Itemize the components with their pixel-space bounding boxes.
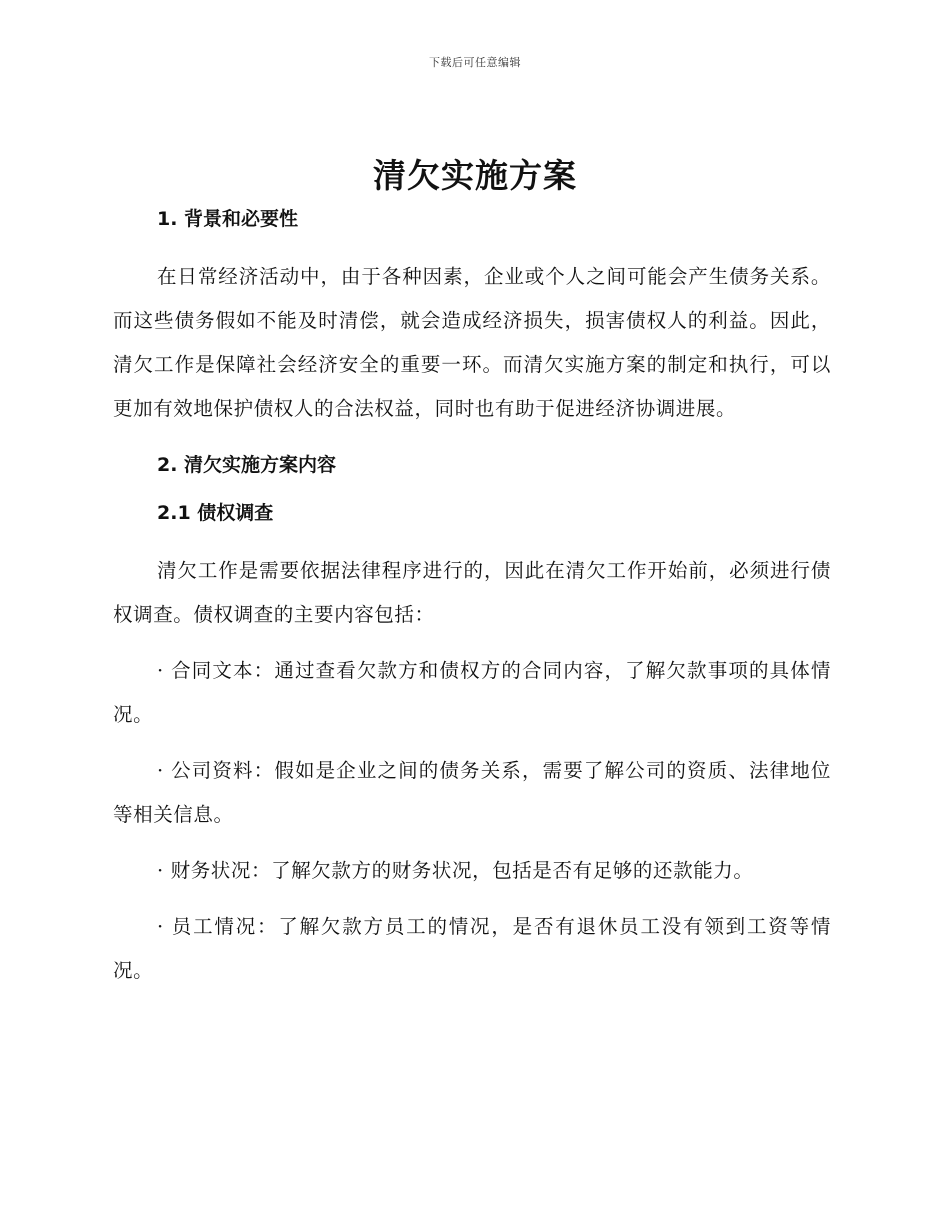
section-2-1-paragraph: 清欠工作是需要依据法律程序进行的，因此在清欠工作开始前，必须进行债权调查。债权调查的主要内容包括： (113, 559, 831, 626)
list-item: · 合同文本：通过查看欠款方和债权方的合同内容，了解欠款事项的具体情况。 (113, 659, 831, 726)
section-1-paragraph: 在日常经济活动中，由于各种因素，企业或个人之间可能会产生债务关系。而这些债务假如不能及时清偿，就会造成经济损失，损害债权人的利益。因此，清欠工作是保障社会经济安全的重要一环。而清欠实施方案的制定和执行，可以更加有效地保护债权人的合法权益，同时也有助于促进经济协调进展。 (113, 265, 831, 420)
document-title: 清欠实施方案 (373, 156, 577, 195)
list-item: · 公司资料：假如是企业之间的债务关系，需要了解公司的资质、法律地位等相关信息。 (113, 759, 831, 826)
section-heading-1: 1. 背景和必要性 (157, 208, 299, 230)
section-heading-2: 2. 清欠实施方案内容 (157, 454, 337, 476)
document-body (113, 205, 831, 993)
list-item: · 员工情况：了解欠款方员工的情况，是否有退休员工没有领到工资等情况。 (113, 915, 831, 982)
section-heading-2-1: 2.1 债权调查 (157, 502, 274, 524)
list-item: · 财务状况：了解欠款方的财务状况，包括是否有足够的还款能力。 (157, 859, 754, 882)
header-note: 下载后可任意编辑 (429, 56, 521, 69)
